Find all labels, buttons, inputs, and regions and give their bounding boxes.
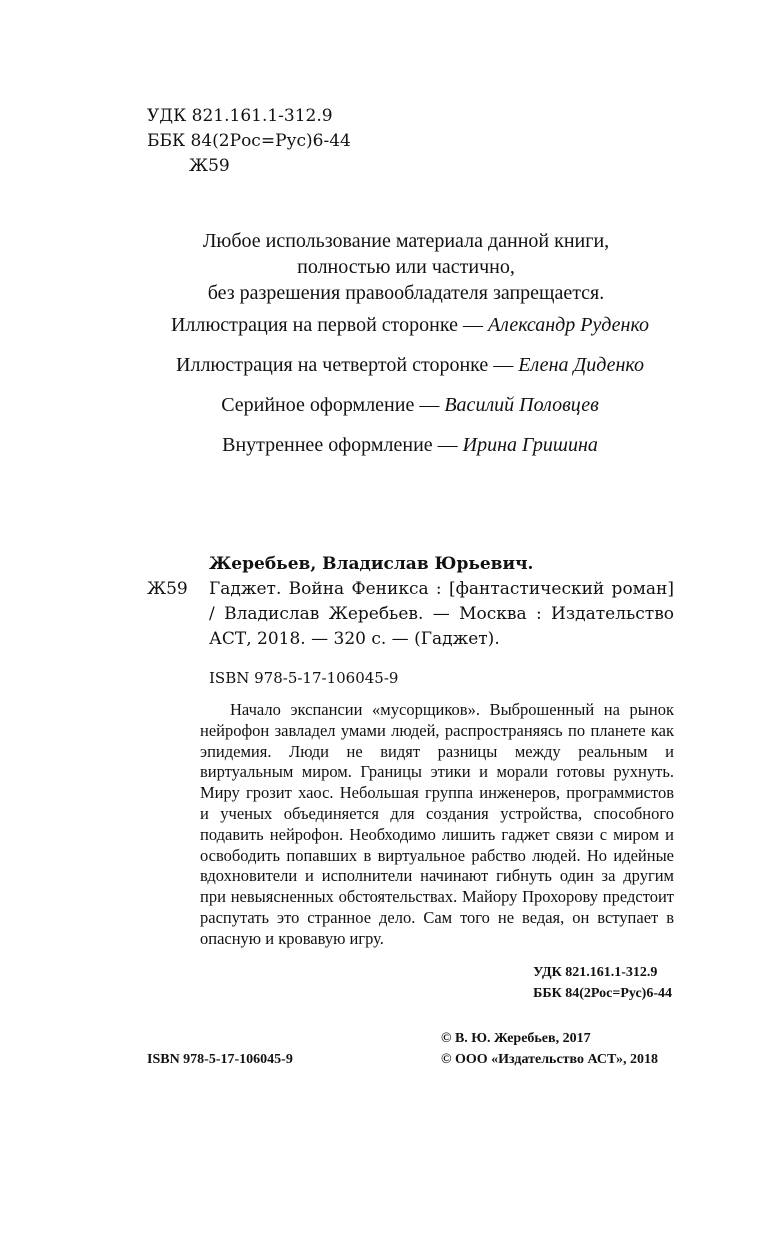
bottom-isbn: ISBN 978-5-17-106045-9 bbox=[147, 1052, 293, 1067]
bib-code: Ж59 bbox=[147, 579, 188, 599]
author-mark: Ж59 bbox=[189, 156, 230, 176]
copyright-notice bbox=[100, 228, 712, 306]
bib-isbn: ISBN 978-5-17-106045-9 bbox=[209, 669, 399, 687]
classification-block bbox=[147, 104, 351, 179]
credit-name: Ирина Гришина bbox=[462, 434, 598, 456]
bib-author: Жеребьев, Владислав Юрьевич. bbox=[209, 554, 534, 574]
credit-row bbox=[100, 432, 720, 472]
notice-line: без разрешения правообладателя запрещается. bbox=[207, 282, 605, 304]
annotation: Начало экспансии «мусорщиков». Выброшенный на рынок нейрофон завладел умами людей, распространяясь по планете как эпидемия. Люди не видят разницы между реальным и виртуальным миром. Границы этики и морали готовы рухнуть. Миру грозит хаос. Небольшая группа инженеров, программистов и ученых объединяется для создания устройства, способного подавить нейрофон. Необходимо лишить гаджет связи с миром и освободить попавших в виртуальное рабство людей. Но идейные вдохновители и исполнители начинают гибнуть один за другим при невыясненных обстоятельствах. Майору Прохорову предстоит распутать это странное дело. Сам того не ведая, он вступает в опасную и кровавую игру. bbox=[200, 700, 674, 948]
bottom-udk: УДК 821.161.1-312.9 bbox=[533, 965, 658, 980]
notice-line: полностью или частично, bbox=[297, 256, 515, 278]
credit-name: Василий Половцев bbox=[444, 394, 599, 416]
credit-name: Елена Диденко bbox=[518, 354, 644, 376]
credit-row bbox=[100, 312, 720, 352]
credits-block bbox=[100, 312, 720, 472]
credit-name: Александр Руденко bbox=[487, 314, 650, 336]
bbk-code: ББК 84(2Рос=Рус)6-44 bbox=[147, 131, 351, 151]
credit-role: Иллюстрация на первой сторонке — bbox=[170, 314, 483, 336]
udk-code: УДК 821.161.1-312.9 bbox=[147, 106, 333, 126]
copyright-publisher: © ООО «Издательство АСТ», 2018 bbox=[441, 1052, 659, 1067]
bibliographic-record bbox=[147, 552, 674, 691]
bottom-bbk: ББК 84(2Рос=Рус)6-44 bbox=[533, 986, 672, 1001]
credit-role: Внутреннее оформление — bbox=[222, 434, 458, 456]
credit-role: Иллюстрация на четвертой сторонке — bbox=[176, 354, 514, 376]
credit-role: Серийное оформление — bbox=[221, 394, 440, 416]
credit-row bbox=[100, 392, 720, 432]
notice-line: Любое использование материала данной книги, bbox=[202, 230, 610, 252]
bib-entry bbox=[147, 577, 674, 652]
copyright-author: © В. Ю. Жеребьев, 2017 bbox=[441, 1031, 591, 1046]
bottom-classification bbox=[533, 962, 672, 1004]
bib-description: Гаджет. Война Феникса : [фантастический роман] / Владислав Жеребьев. — Москва : Издательство АСТ, 2018. — 320 с. — (Гаджет). bbox=[209, 579, 674, 649]
copyright-lines bbox=[441, 1028, 658, 1070]
credit-row bbox=[100, 352, 720, 392]
